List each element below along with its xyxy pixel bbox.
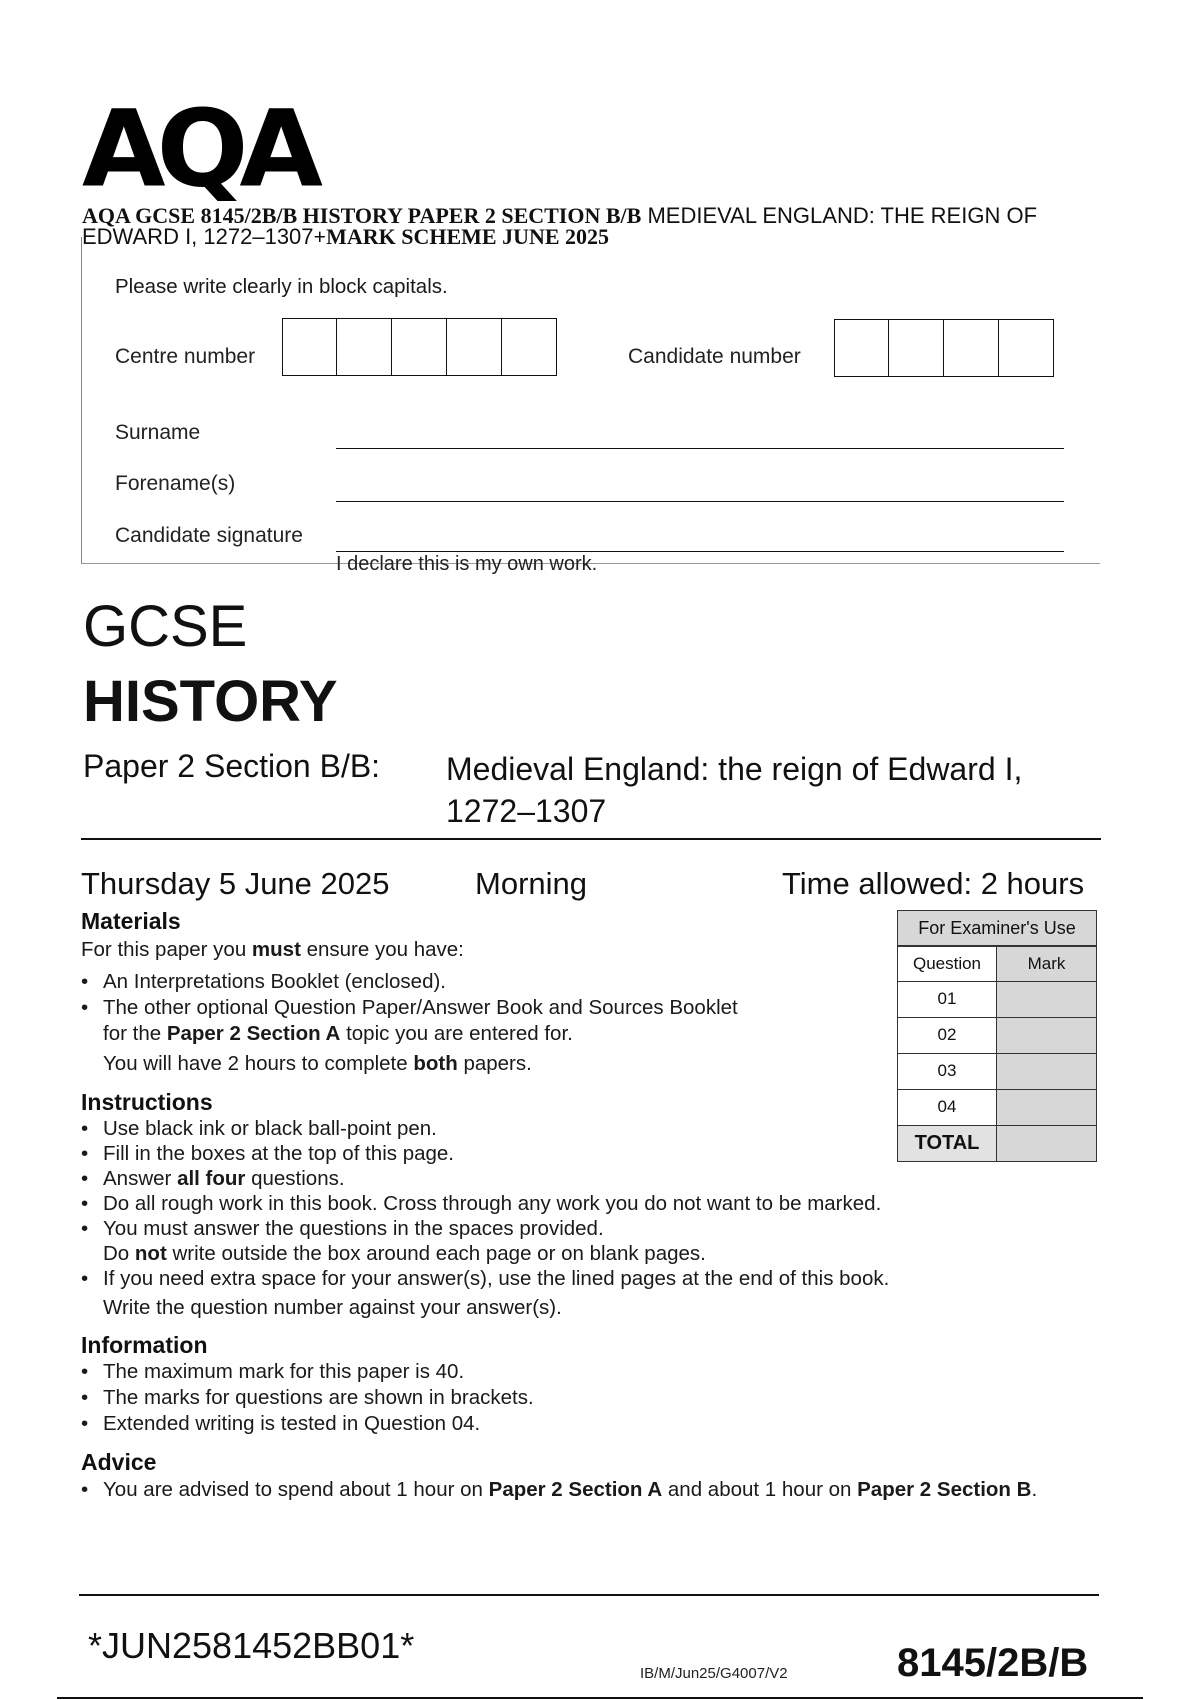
advice-heading: Advice [81, 1449, 157, 1475]
list-item: • Use black ink or black ball-point pen. [81, 1116, 961, 1141]
question-number: 04 [897, 1090, 997, 1126]
information-section [81, 1359, 881, 1437]
materials-section [81, 937, 841, 1077]
materials-intro: For this paper you must ensure you have: [81, 938, 464, 961]
centre-digit-box[interactable] [392, 318, 447, 376]
mark-cell[interactable] [997, 982, 1097, 1018]
information-heading: Information [81, 1332, 208, 1358]
title-serif-part-2: +MARK SCHEME JUNE 2025 [313, 224, 610, 249]
mark-column-header: Mark [997, 946, 1097, 982]
qualification-title: GCSE [83, 594, 248, 659]
surname-field[interactable] [336, 448, 1064, 449]
total-row [897, 1126, 1097, 1162]
candidate-digit-box[interactable] [889, 319, 944, 377]
signature-label: Candidate signature [115, 524, 303, 547]
question-number: 01 [897, 982, 997, 1018]
question-number: 02 [897, 1018, 997, 1054]
materials-heading: Materials [81, 908, 181, 934]
paper-label: Paper 2 Section B/B: [83, 748, 381, 784]
footer-divider [79, 1594, 1099, 1596]
title-sans-part: MEDIEVAL ENGLAND: THE REIGN OF EDWARD I, 1272–1307 [82, 203, 1038, 249]
instructions-section [81, 1116, 961, 1320]
total-label: TOTAL [897, 1126, 997, 1162]
centre-digit-box[interactable] [447, 318, 502, 376]
centre-number-boxes [282, 318, 557, 376]
list-item: • The marks for questions are shown in brackets. [81, 1385, 881, 1411]
examiner-use-table [897, 910, 1097, 1166]
barcode-text: *JUN2581452BB01* [88, 1625, 415, 1666]
paper-code: 8145/2B/B [897, 1641, 1089, 1685]
surname-label: Surname [115, 421, 201, 444]
total-mark-cell[interactable] [997, 1126, 1097, 1162]
page-bottom-rule [57, 1697, 1143, 1699]
candidate-digit-box[interactable] [999, 319, 1054, 377]
examiner-header-row [897, 946, 1097, 982]
list-item: • Answer all four questions. [81, 1166, 961, 1191]
document-reference: IB/M/Jun25/G4007/V2 [640, 1665, 788, 1682]
centre-digit-box[interactable] [282, 318, 337, 376]
centre-digit-box[interactable] [337, 318, 392, 376]
signature-field[interactable] [336, 551, 1064, 552]
mark-cell[interactable] [997, 1054, 1097, 1090]
list-item: • If you need extra space for your answer(s), use the lined pages at the end of this book. Write the question number against your answer(s). [81, 1266, 961, 1320]
candidate-digit-box[interactable] [834, 319, 889, 377]
mark-cell[interactable] [997, 1018, 1097, 1054]
candidate-number-label: Candidate number [628, 345, 801, 368]
divider [81, 838, 1101, 840]
list-item: • An Interpretations Booklet (enclosed). [81, 969, 841, 995]
exam-session: Morning [475, 866, 587, 901]
list-item: • You must answer the questions in the spaces provided. Do not write outside the box around each page or on blank pages. [81, 1216, 961, 1266]
block-capitals-instruction: Please write clearly in block capitals. [115, 275, 448, 298]
question-number: 03 [897, 1054, 997, 1090]
paper-topic: Medieval England: the reign of Edward I, 1272–1307 [446, 751, 1023, 829]
mark-cell[interactable] [997, 1090, 1097, 1126]
list-item: • The other optional Question Paper/Answer Book and Sources Booklet for the Paper 2 Section A topic you are entered for. You will have 2 hours to complete both papers. [81, 995, 841, 1077]
list-item: • You are advised to spend about 1 hour on Paper 2 Section A and about 1 hour on Paper 2 Section B. [81, 1477, 1111, 1503]
examiner-use-heading: For Examiner's Use [897, 910, 1097, 946]
centre-digit-box[interactable] [502, 318, 557, 376]
forenames-label: Forename(s) [115, 472, 236, 495]
advice-section [81, 1477, 1111, 1503]
subject-title: HISTORY [83, 669, 338, 734]
table-row [897, 1090, 1097, 1126]
table-row [897, 982, 1097, 1018]
table-row [897, 1054, 1097, 1090]
instructions-heading: Instructions [81, 1089, 213, 1115]
candidate-digit-box[interactable] [944, 319, 999, 377]
list-item: • Do all rough work in this book. Cross through any work you do not want to be marked. [81, 1191, 961, 1216]
aqa-logo: AQA [82, 88, 314, 211]
title-serif-part-1: AQA GCSE 8145/2B/B HISTORY PAPER 2 SECTION B/B [82, 203, 642, 228]
table-row [897, 1018, 1097, 1054]
candidate-number-boxes [834, 319, 1054, 377]
declaration-text: I declare this is my own work. [336, 553, 598, 575]
list-item: • The maximum mark for this paper is 40. [81, 1359, 881, 1385]
centre-number-label: Centre number [115, 345, 256, 368]
list-item: • Extended writing is tested in Question 04. [81, 1411, 881, 1437]
question-column-header: Question [897, 946, 997, 982]
forenames-field[interactable] [336, 501, 1064, 502]
list-item: • Fill in the boxes at the top of this page. [81, 1141, 961, 1166]
time-allowed: Time allowed: 2 hours [782, 866, 1085, 901]
exam-date: Thursday 5 June 2025 [81, 866, 390, 901]
